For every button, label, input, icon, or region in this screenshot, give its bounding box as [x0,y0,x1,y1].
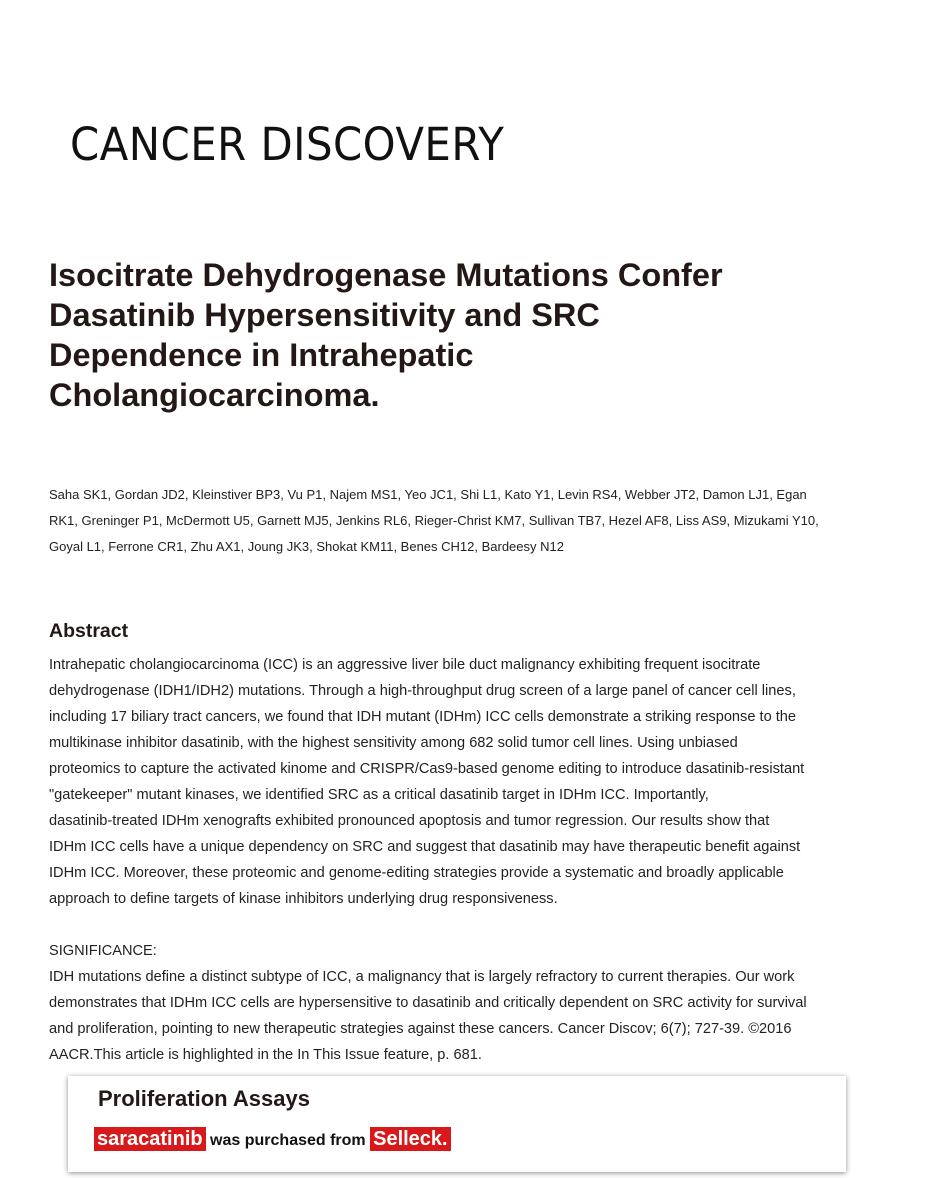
abstract-line: IDHm ICC cells have a unique dependency on SRC and suggest that dasatinib may have therapeutic benefit against [49,839,801,855]
abstract-line: Intrahepatic cholangiocarcinoma (ICC) is an aggressive liver bile duct malignancy exhibiting frequent isocitrate [49,657,761,673]
significance-line: demonstrates that IDHm ICC cells are hypersensitive to dasatinib and critically dependent on SRC activity for survival [49,995,807,1011]
author-list [49,482,819,560]
compound-highlight: saracatinib [94,1127,206,1151]
significance-section [49,938,807,1068]
title-line: Cholangiocarcinoma. [49,377,380,413]
title-line: Isocitrate Dehydrogenase Mutations Confer [49,257,723,293]
author-line: Goyal L1, Ferrone CR1, Zhu AX1, Joung JK3, Shokat KM11, Benes CH12, Bardeesy N12 [49,539,564,554]
callout-heading: Proliferation Assays [98,1086,310,1111]
author-line: RK1, Greninger P1, McDermott U5, Garnett MJ5, Jenkins RL6, Rieger-Christ KM7, Sullivan TB7, Hezel AF8, Liss AS9, Mizukami Y10, [49,513,819,528]
article-title [49,255,723,415]
supplier-highlight: Selleck. [370,1127,451,1151]
author-line: Saha SK1, Gordan JD2, Kleinstiver BP3, Vu P1, Najem MS1, Yeo JC1, Shi L1, Kato Y1, Levin RS4, Webber JT2, Damon LJ1, Egan [49,487,807,502]
abstract-line: IDHm ICC. Moreover, these proteomic and genome-editing strategies provide a systematic and broadly applicable [49,865,784,881]
significance-line: and proliferation, pointing to new therapeutic strategies against these cancers. Cancer Discov; 6(7); 727-39. ©2016 [49,1021,792,1037]
title-line: Dependence in Intrahepatic [49,337,474,373]
callout-middle-text: was purchased from [205,1132,371,1149]
product-callout [68,1076,846,1172]
callout-text [94,1128,451,1151]
significance-line: AACR.This article is highlighted in the In This Issue feature, p. 681. [49,1047,482,1063]
journal-logo: CANCER DISCOVERY [70,118,505,171]
significance-line: IDH mutations define a distinct subtype of ICC, a malignancy that is largely refractory to current therapies. Our work [49,969,795,985]
abstract-line: proteomics to capture the activated kinome and CRISPR/Cas9-based genome editing to introduce dasatinib-resistant [49,761,805,777]
abstract-line: multikinase inhibitor dasatinib, with the highest sensitivity among 682 solid tumor cell lines. Using unbiased [49,735,738,751]
abstract-line: dehydrogenase (IDH1/IDH2) mutations. Through a high-throughput drug screen of a large panel of cancer cell lines, [49,683,796,699]
abstract-body [49,652,804,912]
abstract-line: approach to define targets of kinase inhibitors underlying drug responsiveness. [49,891,558,907]
abstract-line: including 17 biliary tract cancers, we found that IDH mutant (IDHm) ICC cells demonstrate a striking response to the [49,709,797,725]
abstract-heading: Abstract [49,620,129,642]
significance-heading: SIGNIFICANCE: [49,943,157,959]
title-line: Dasatinib Hypersensitivity and SRC [49,297,600,333]
abstract-line: "gatekeeper" mutant kinases, we identified SRC as a critical dasatinib target in IDHm ICC. Importantly, [49,787,709,803]
abstract-line: dasatinib-treated IDHm xenografts exhibited pronounced apoptosis and tumor regression. Our results show that [49,813,770,829]
